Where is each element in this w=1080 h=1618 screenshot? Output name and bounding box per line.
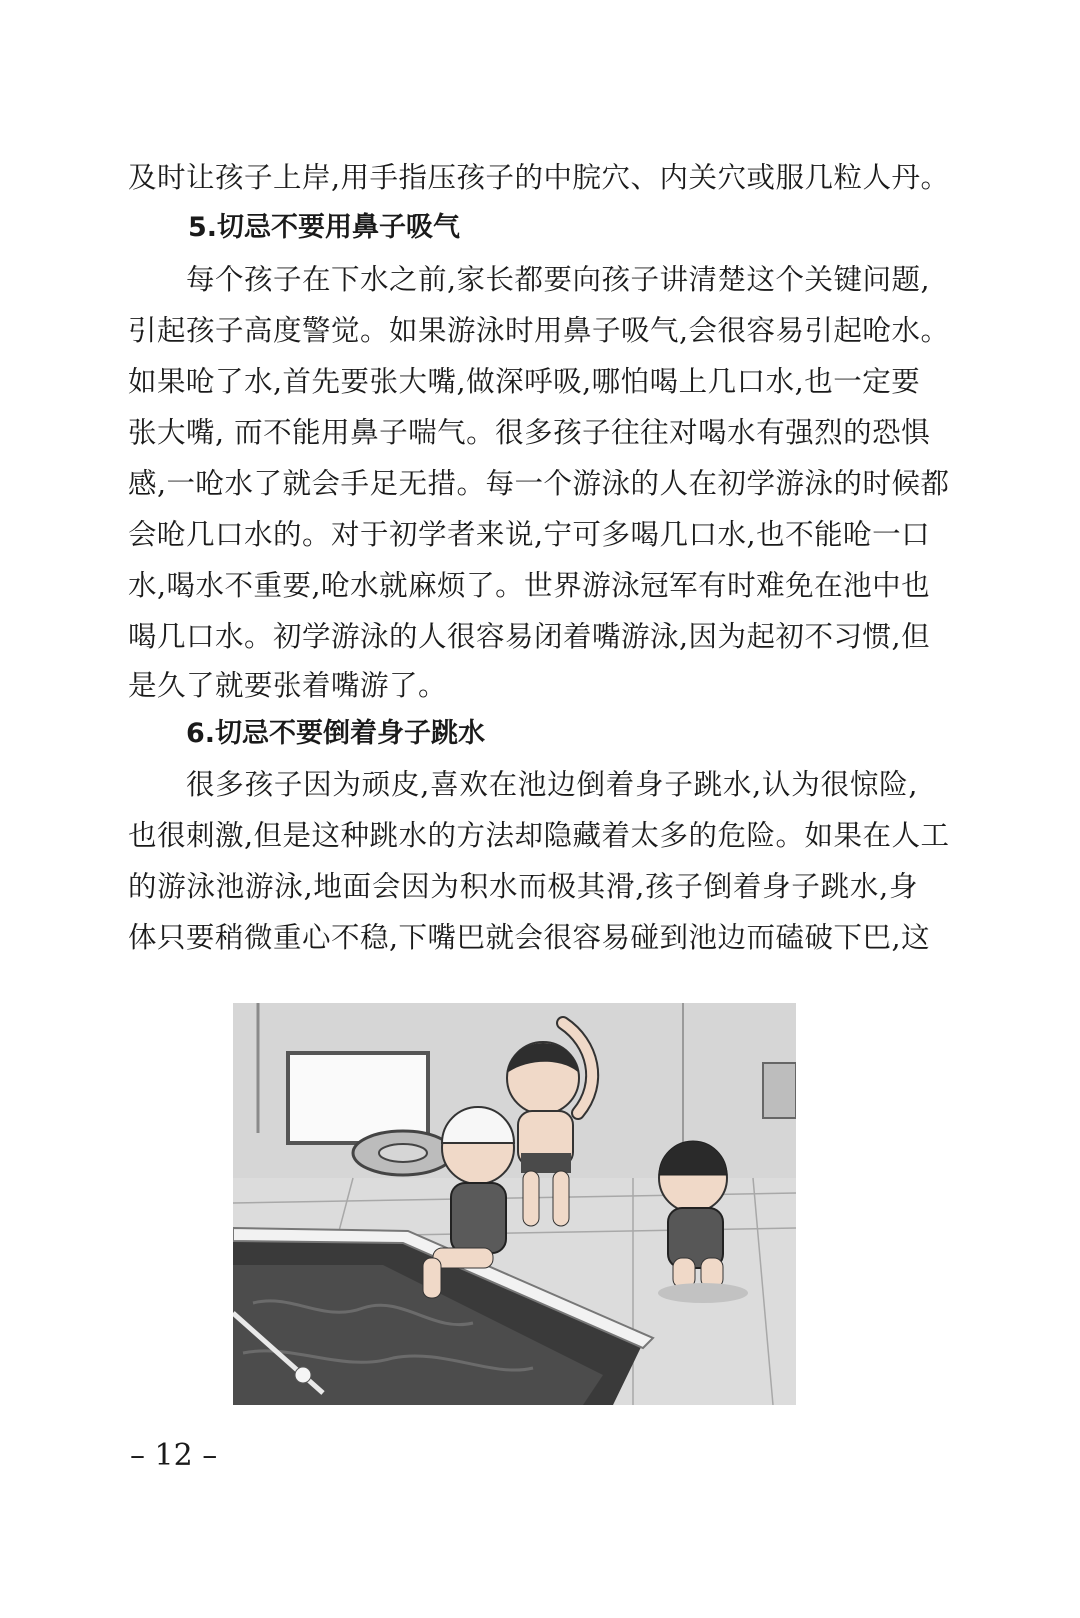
section-heading-5: 5.切忌不要用鼻子吸气	[188, 212, 461, 243]
text-line: 会呛几口水的。对于初学者来说,宁可多喝几口水,也不能呛一口	[128, 518, 931, 551]
text-line: 也很刺激,但是这种跳水的方法却隐藏着太多的危险。如果在人工	[128, 819, 950, 852]
text-line: 每个孩子在下水之前,家长都要向孩子讲清楚这个关键问题,	[186, 263, 931, 296]
text-line: 喝几口水。初学游泳的人很容易闭着嘴游泳,因为起初不习惯,但	[128, 620, 931, 653]
text-line: 引起孩子高度警觉。如果游泳时用鼻子吸气,会很容易引起呛水。	[128, 314, 950, 347]
page-number: – 12 –	[130, 1438, 218, 1473]
text-line: 的游泳池游泳,地面会因为积水而极其滑,孩子倒着身子跳水,身	[128, 870, 918, 903]
text-line: 及时让孩子上岸,用手指压孩子的中脘穴、内关穴或服几粒人丹。	[128, 161, 950, 194]
pool-children-illustration	[233, 1003, 796, 1405]
text-line: 张大嘴, 而不能用鼻子喘气。很多孩子往往对喝水有强烈的恐惧	[128, 416, 931, 449]
text-line: 感,一呛水了就会手足无措。每一个游泳的人在初学游泳的时候都	[128, 467, 950, 500]
text-line: 水,喝水不重要,呛水就麻烦了。世界游泳冠军有时难免在池中也	[128, 569, 931, 602]
text-line: 如果呛了水,首先要张大嘴,做深呼吸,哪怕喝上几口水,也一定要	[128, 365, 921, 398]
text-line: 很多孩子因为顽皮,喜欢在池边倒着身子跳水,认为很惊险,	[186, 768, 918, 801]
text-line: 体只要稍微重心不稳,下嘴巴就会很容易碰到池边而磕破下巴,这	[128, 921, 931, 954]
section-heading-6: 6.切忌不要倒着身子跳水	[186, 718, 486, 749]
text-line: 是久了就要张着嘴游了。	[128, 669, 448, 702]
